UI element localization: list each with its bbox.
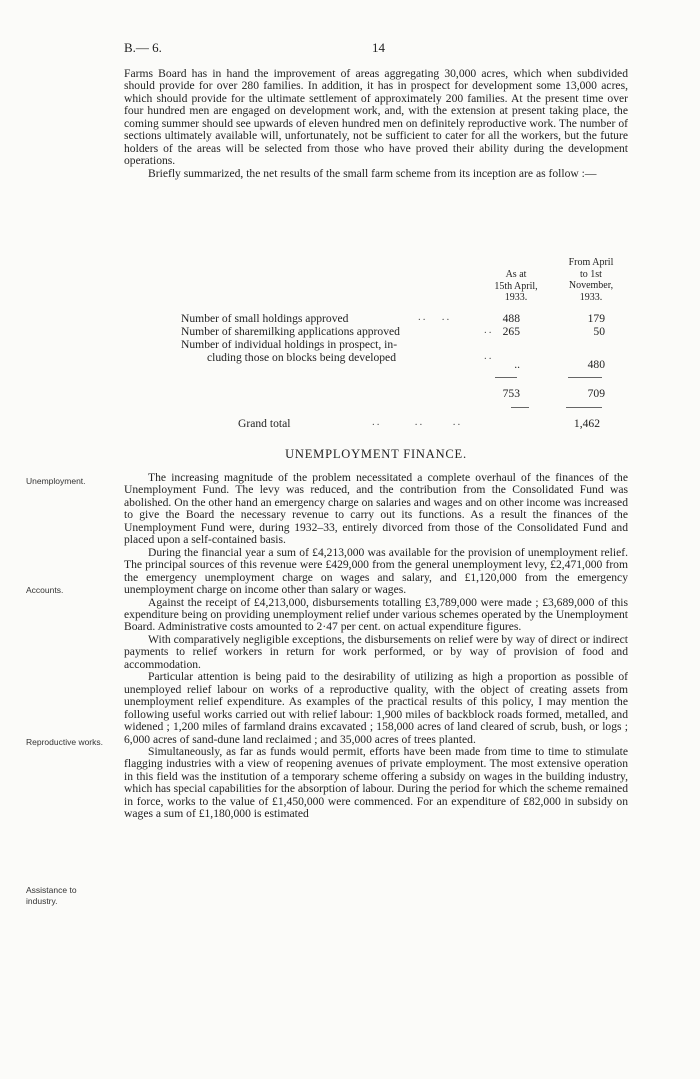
leader-dots: .. .. xyxy=(418,311,452,323)
grand-total-value: 1,462 xyxy=(573,417,600,430)
relief-payments-paragraph: With comparatively negligible exceptions, the disbursements on relief were by way of direct or indirect payments to relief workers in return for work performed, or by way of provision of food and accommodation. xyxy=(124,632,628,671)
assistance-to-industry-paragraph: Simultaneously, as far as funds would permit, efforts have been made from time to time to stimulate flagging industries with a view of reopening avenues of private employment. The most extensive operation in this field was the institution of a temporary scheme offering a subsidy on wages in the building industry, which has special capabilities for the absorption of labour. During the period for which the scheme remained in force, works to the value of £1,450,000 were commenced. For an expenditure of £82,000 in subsidy on wages a sum of £1,180,000 is estimated xyxy=(124,744,628,821)
row-label: Number of sharemilking applications approved xyxy=(181,325,400,338)
subtotal-rule xyxy=(495,377,517,378)
cell-col2: 480 xyxy=(587,358,605,371)
cell-col2: 179 xyxy=(587,312,605,325)
row-label: Number of individual holdings in prospect, in- xyxy=(181,338,398,351)
subtotal-rule xyxy=(568,377,602,378)
cell-col1: 265 xyxy=(502,325,520,338)
total-rule xyxy=(566,407,602,408)
unemployment-paragraph: The increasing magnitude of the problem necessitated a complete overhaul of the finances of the Unemployment Fund. The levy was reduced, and the contribution from the Consolidated Fund was abolished. On the other hand an emergency charge on salaries and wages and on other income was increased to give the Board the necessary revenue to carry out its functions. As a result the finances of the Unemployment Fund were, during 1932–33, entirely divorced from those of the Consolidated Fund and placed upon a self-contained basis. xyxy=(124,471,628,547)
leader-dots: .. .. .. xyxy=(372,416,463,428)
leader-dots: .. xyxy=(484,324,494,336)
col1-header: As at 15th April, 1933. xyxy=(494,269,538,303)
farms-board-paragraph: Farms Board has in hand the improvement of areas aggregating 30,000 acres, which when subdivided should provide for over 280 families. In addition, it has in prospect for development some 13,000 acres, which should provide for the ultimate settlement of approximately 200 families. At the present time over four hundred men are engaged on development work, and, with the extension at present taking place, the coming summer should see upwards of eleven hundred men on definitely reproductive work. The number of sections ultimately available will, unfortunately, not be sufficient to cater for all the workers, but the future holders of the areas will be selected from those who have proved their ability during the development operations. xyxy=(124,67,628,168)
row-label-continued: cluding those on blocks being developed xyxy=(207,351,397,364)
margin-note-unemployment: Unemployment. xyxy=(26,476,86,486)
page-number: 14 xyxy=(372,40,385,55)
col2-header: From April to 1st November, 1933. xyxy=(568,257,614,303)
row-label: Number of small holdings approved xyxy=(181,312,349,325)
page-reference: B.— 6. xyxy=(124,40,162,55)
margin-note-reproductive-works: Reproductive works. xyxy=(26,737,104,747)
margin-note-accounts: Accounts. xyxy=(26,585,64,595)
cell-col1: .. xyxy=(514,358,520,371)
section-heading: UNEMPLOYMENT FINANCE. xyxy=(285,447,467,461)
cell-col2: 50 xyxy=(593,325,605,338)
total-col2: 709 xyxy=(587,387,605,400)
total-rule xyxy=(511,407,529,408)
summary-paragraph: Briefly summarized, the net results of the small farm scheme from its inception are as follow :— xyxy=(148,166,597,180)
disbursements-paragraph: Against the receipt of £4,213,000, disbursements totalling £3,789,000 were made ; £3,689,000 of this expenditure being on providing unemployment relief under various schemes operated by the Unemployment Board. Administrative costs amounted to 2·47 per cent. on actual expenditure figures. xyxy=(124,595,628,634)
grand-total-label: Grand total xyxy=(238,417,291,430)
unemployment-finance-section xyxy=(124,472,628,821)
reproductive-works-paragraph: Particular attention is being paid to the desirability of utilizing as high a proportion as possible of unemployed relief labour on works of a reproductive quality, with the object of creating assets from unemployment relief expenditure. As examples of the practical results of this policy, I may mention the following useful works carried out with relief labour: 1,900 miles of backblock roads formed, metalled, and widened ; 1,200 miles of farmland drains excavated ; 158,000 acres of land cleared of scrub, bush, or logs ; 6,000 acres of sand-dune land reclaimed ; and 35,000 acres of trees planted. xyxy=(124,670,628,746)
intro-section xyxy=(124,68,628,180)
cell-col1: 488 xyxy=(502,312,520,325)
total-col1: 753 xyxy=(502,387,520,400)
leader-dots: .. xyxy=(484,350,494,362)
margin-note-assistance-to-industry: Assistance to industry. xyxy=(26,885,77,906)
accounts-paragraph: During the financial year a sum of £4,213,000 was available for the provision of unemployment relief. The principal sources of this revenue were £429,000 from the general unemployment levy, £2,471,000 from the emergency unemployment charge on wages and salary, and £1,120,000 from the emergency unemployment charge on income other than salary or wages. xyxy=(124,545,628,597)
